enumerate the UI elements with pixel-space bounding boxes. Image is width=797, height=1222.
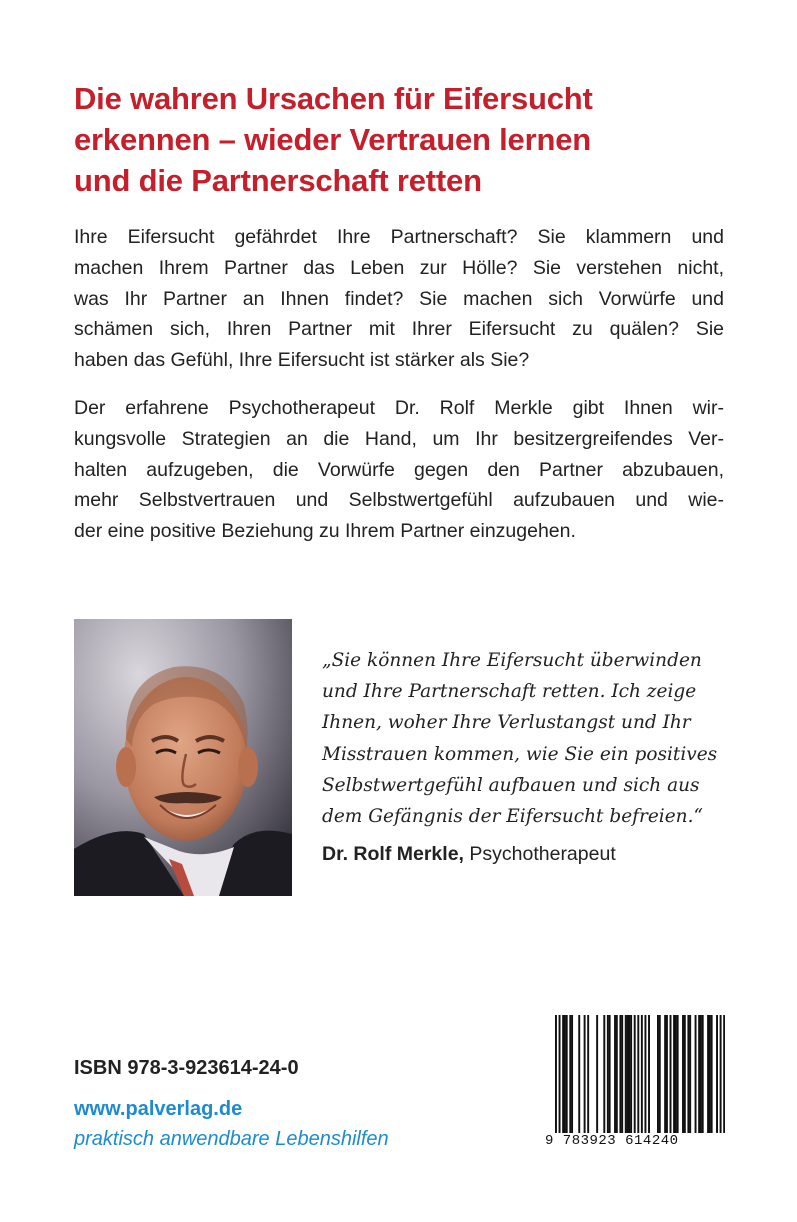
- barcode-bar: [627, 1015, 629, 1133]
- barcode-bar: [587, 1015, 589, 1133]
- barcode-bar: [641, 1015, 643, 1133]
- barcode-bar: [707, 1015, 709, 1133]
- barcode-bar: [689, 1015, 691, 1133]
- barcode-bar: [675, 1015, 677, 1133]
- barcode-bar: [709, 1015, 711, 1133]
- barcode-bar: [698, 1015, 700, 1133]
- headline-line: erkennen – wieder Vertrauen lernen: [74, 122, 591, 157]
- paragraph-line: haben das Gefühl, Ihre Eifersucht ist stärker als Sie?: [74, 349, 530, 372]
- barcode-bar: [687, 1015, 689, 1133]
- barcode-bar: [614, 1015, 616, 1133]
- barcode-bar: [644, 1015, 646, 1133]
- paragraph-line: mehr Selbstvertrauen und Selbstwertgefühl aufzubauen und wie-: [74, 489, 724, 512]
- barcode-bar: [702, 1015, 704, 1133]
- back-cover-headline: [74, 78, 734, 201]
- barcode-bar: [596, 1015, 598, 1133]
- barcode-bar: [723, 1015, 725, 1133]
- barcode-bar: [569, 1015, 571, 1133]
- barcode-bar: [625, 1015, 627, 1133]
- paragraph-line: Der erfahrene Psychotherapeut Dr. Rolf Merkle gibt Ihnen wir-: [74, 397, 724, 419]
- barcode-bar: [659, 1015, 661, 1133]
- publisher-tagline: praktisch anwendbare Lebenshilfen: [74, 1128, 389, 1150]
- quote-line: Selbstwertgefühl aufbauen und sich aus: [322, 774, 700, 796]
- barcode-bar: [571, 1015, 573, 1133]
- paragraph-line: kungsvolle Strategien an die Hand, um Ihr besitzergreifendes Ver-: [74, 427, 724, 450]
- paragraph-line: schämen sich, Ihren Partner mit Ihrer Eifersucht zu quälen? Sie: [74, 318, 724, 341]
- barcode-bar: [562, 1015, 564, 1133]
- barcode-bar: [578, 1015, 580, 1133]
- barcode-bar: [607, 1015, 609, 1133]
- barcode-bar: [619, 1015, 621, 1133]
- barcode-bar: [637, 1015, 639, 1133]
- barcode-bar: [716, 1015, 718, 1133]
- quote-line: und Ihre Partnerschaft retten. Ich zeige: [322, 681, 697, 703]
- barcode-bar: [648, 1015, 650, 1133]
- barcode-bar: [711, 1015, 713, 1133]
- barcode-bar: [634, 1015, 636, 1133]
- barcode-bar: [564, 1015, 566, 1133]
- author-name: Dr. Rolf Merkle,: [322, 843, 464, 865]
- barcode-bars: [555, 1015, 725, 1133]
- author-role: Psychotherapeut: [463, 843, 616, 865]
- barcode-digits: 9 783923 614240: [545, 1133, 679, 1149]
- barcode-bar: [609, 1015, 611, 1133]
- barcode-bar: [664, 1015, 666, 1133]
- quote-line: „Sie können Ihre Eifersucht überwinden: [322, 650, 702, 671]
- barcode-bar: [657, 1015, 659, 1133]
- quote-line: Ihnen, woher Ihre Verlustangst und Ihr: [322, 712, 691, 734]
- author-quote: [322, 645, 722, 832]
- paragraph-line: machen Ihrem Partner das Leben zur Hölle? Sie verstehen nicht,: [74, 256, 724, 279]
- paragraph-line: was Ihr Partner an Ihnen findet? Sie machen sich Vorwürfe und: [74, 287, 724, 310]
- barcode-bar: [695, 1015, 697, 1133]
- barcode-bar: [630, 1015, 632, 1133]
- barcode-bar: [666, 1015, 668, 1133]
- headline-line: Die wahren Ursachen für Eifersucht: [74, 81, 593, 116]
- paragraph-line: der eine positive Beziehung zu Ihrem Partner einzugehen.: [74, 520, 576, 543]
- barcode-bar: [677, 1015, 679, 1133]
- barcode-bar: [720, 1015, 722, 1133]
- headline-line: und die Partnerschaft retten: [74, 163, 482, 198]
- quote-line: dem Gefängnis der Eifersucht befreien.“: [322, 806, 703, 828]
- quote-line: Misstrauen kommen, wie Sie ein positives: [322, 743, 718, 765]
- barcode-bar: [670, 1015, 672, 1133]
- barcode-bar: [603, 1015, 605, 1133]
- barcode-bar: [566, 1015, 568, 1133]
- barcode-bar: [684, 1015, 686, 1133]
- detail-paragraph: [74, 393, 724, 547]
- publisher-website: www.palverlag.de: [74, 1098, 243, 1120]
- paragraph-line: Ihre Eifersucht gefährdet Ihre Partnerschaft? Sie klammern und: [74, 226, 724, 248]
- paragraph-line: halten aufzugeben, die Vorwürfe gegen den Partner abzubauen,: [74, 458, 724, 481]
- barcode-bar: [555, 1015, 557, 1133]
- author-photo: [74, 619, 292, 896]
- barcode-bar: [700, 1015, 702, 1133]
- barcode-bar: [628, 1015, 630, 1133]
- isbn-label: ISBN 978-3-923614-24-0: [74, 1057, 299, 1079]
- barcode-bar: [559, 1015, 561, 1133]
- barcode-bar: [621, 1015, 623, 1133]
- barcode-bar: [682, 1015, 684, 1133]
- intro-paragraph: [74, 222, 724, 376]
- barcode-bar: [616, 1015, 618, 1133]
- barcode-bar: [584, 1015, 586, 1133]
- barcode-bar: [673, 1015, 675, 1133]
- quote-attribution: [322, 843, 616, 866]
